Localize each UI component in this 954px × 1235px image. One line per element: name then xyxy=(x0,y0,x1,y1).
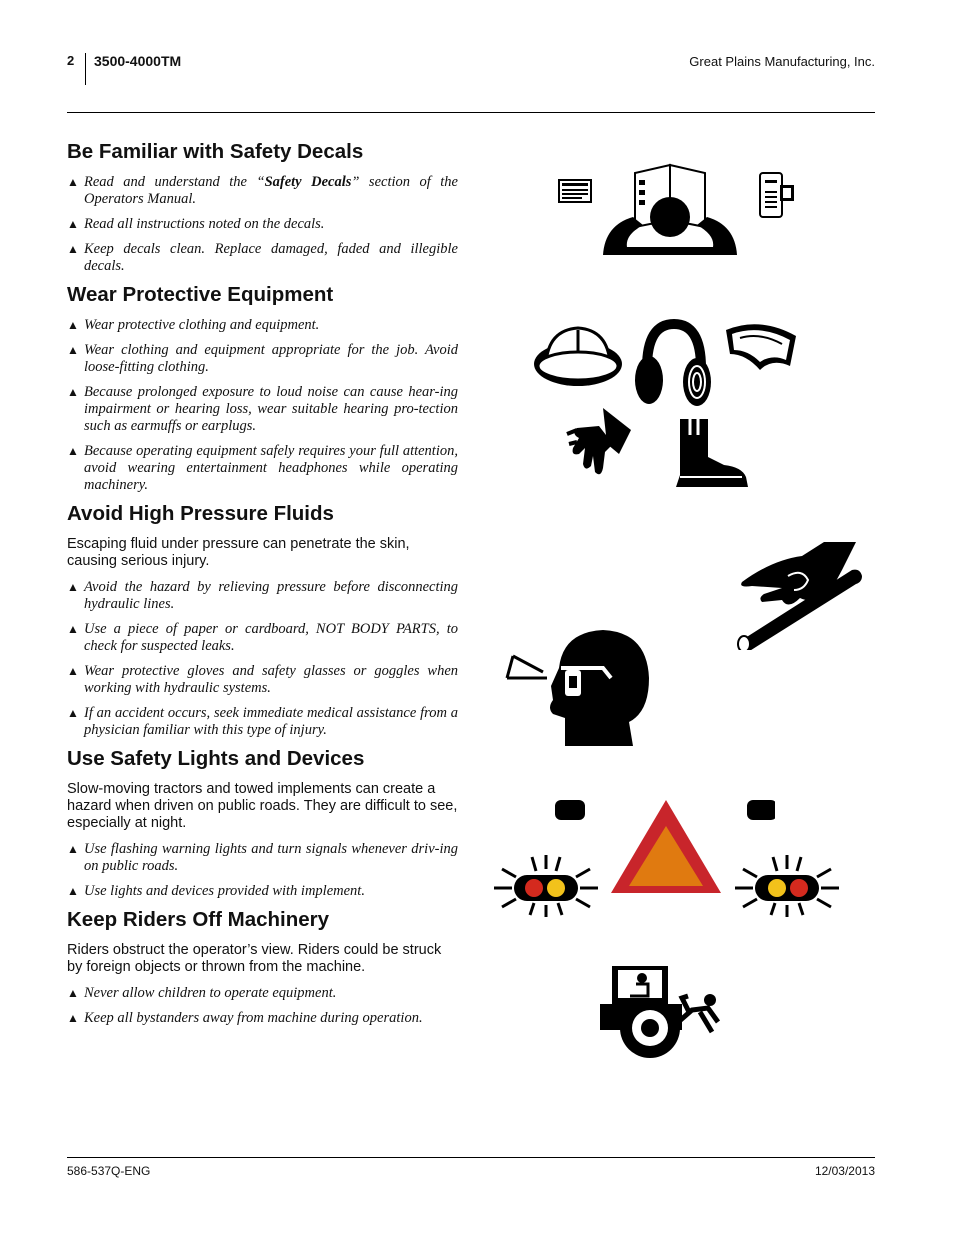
warning-light-icon xyxy=(733,855,841,917)
goggles-icon xyxy=(720,318,802,380)
doc-number: 586-537Q-ENG xyxy=(67,1164,151,1178)
list-item: ▲ If an accident occurs, seek immediate medical assistance from a physician familiar with this type of injury. xyxy=(67,705,458,738)
section-title: Use Safety Lights and Devices xyxy=(67,747,365,770)
list-item: ▲ Wear protective gloves and safety glasses or goggles when working with hydraulic systems. xyxy=(67,663,458,696)
list-item: ▲ Never allow children to operate equipment. xyxy=(67,985,337,1001)
list-item: ▲ Keep all bystanders away from machine during operation. xyxy=(67,1010,423,1026)
earmuffs-icon xyxy=(633,318,715,408)
list-item: ▲ Read and understand the “Safety Decals” section of the Operators Manual. xyxy=(67,174,458,207)
list-item: ▲ Use flashing warning lights and turn signals whenever driv-ing on public roads. xyxy=(67,841,458,874)
list-item: ▲ Because prolonged exposure to loud noise can cause hear-ing impairment or hearing loss, wear suitable hearing pro-tection such as earmuffs or earplugs. xyxy=(67,384,458,434)
read-manual-icon xyxy=(555,155,805,265)
section-intro: Riders obstruct the operator’s view. Riders could be struck by foreign objects or thrown from the machine. xyxy=(67,942,442,975)
bullet-triangle-icon: ▲ xyxy=(67,242,79,256)
bullet-triangle-icon: ▲ xyxy=(67,884,79,898)
text-column xyxy=(67,140,458,1037)
header-divider xyxy=(85,53,86,85)
bullet-triangle-icon: ▲ xyxy=(67,175,79,189)
list-item: ▲ Read all instructions noted on the decals. xyxy=(67,216,325,232)
page-number: 2 xyxy=(67,53,75,68)
bullet-triangle-icon: ▲ xyxy=(67,664,79,678)
bullet-triangle-icon: ▲ xyxy=(67,622,79,636)
section-safety-decals xyxy=(67,140,458,275)
section-high-pressure-fluids xyxy=(67,502,458,739)
bullet-triangle-icon: ▲ xyxy=(67,343,79,357)
company-name: Great Plains Manufacturing, Inc. xyxy=(689,54,875,69)
section-title: Be Familiar with Safety Decals xyxy=(67,140,364,163)
boot-icon xyxy=(672,415,752,493)
list-item: ▲ Use lights and devices provided with implement. xyxy=(67,883,365,899)
gloves-icon xyxy=(563,404,635,482)
list-item: ▲ Use a piece of paper or cardboard, NOT BODY PARTS, to check for suspected leaks. xyxy=(67,621,458,654)
bullet-triangle-icon: ▲ xyxy=(67,986,79,1000)
doc-date: 12/03/2013 xyxy=(814,1164,875,1178)
bullet-triangle-icon: ▲ xyxy=(67,706,79,720)
list-item: ▲ Avoid the hazard by relieving pressure before disconnecting hydraulic lines. xyxy=(67,579,458,612)
section-intro: Escaping fluid under pressure can penetrate the skin, causing serious injury. xyxy=(67,536,410,569)
bullet-triangle-icon: ▲ xyxy=(67,385,79,399)
list-item: ▲ Keep decals clean. Replace damaged, faded and illegible decals. xyxy=(67,241,458,274)
section-riders xyxy=(67,908,458,1027)
bullet-triangle-icon: ▲ xyxy=(67,444,79,458)
tractor-rider-icon xyxy=(600,962,732,1060)
section-title: Keep Riders Off Machinery xyxy=(67,908,330,931)
list-item: ▲ Wear clothing and equipment appropriate for the job. Avoid loose-fitting clothing. xyxy=(67,342,458,375)
bullet-triangle-icon: ▲ xyxy=(67,318,79,332)
section-intro: Slow-moving tractors and towed implements can create a hazard when driven on public roads. They are difficult to see, especially at night. xyxy=(67,781,458,831)
bullet-triangle-icon: ▲ xyxy=(67,842,79,856)
hard-hat-icon xyxy=(532,322,627,390)
bullet-triangle-icon: ▲ xyxy=(67,217,79,231)
list-item: ▲ Because operating equipment safely requires your full attention, avoid wearing entertainment headphones while operating machinery. xyxy=(67,443,458,493)
section-safety-lights xyxy=(67,747,458,900)
section-title: Avoid High Pressure Fluids xyxy=(67,502,334,525)
footer-rule xyxy=(67,1157,875,1158)
hand-leak-icon xyxy=(732,540,867,650)
header-rule xyxy=(67,112,875,113)
bullet-triangle-icon: ▲ xyxy=(67,1011,79,1025)
bullet-triangle-icon: ▲ xyxy=(67,580,79,594)
section-title: Wear Protective Equipment xyxy=(67,283,334,306)
list-item: ▲ Wear protective clothing and equipment. xyxy=(67,317,320,333)
safety-glasses-head-icon xyxy=(503,628,653,746)
section-protective-equipment xyxy=(67,283,458,494)
manual-code: 3500-4000TM xyxy=(94,53,182,69)
